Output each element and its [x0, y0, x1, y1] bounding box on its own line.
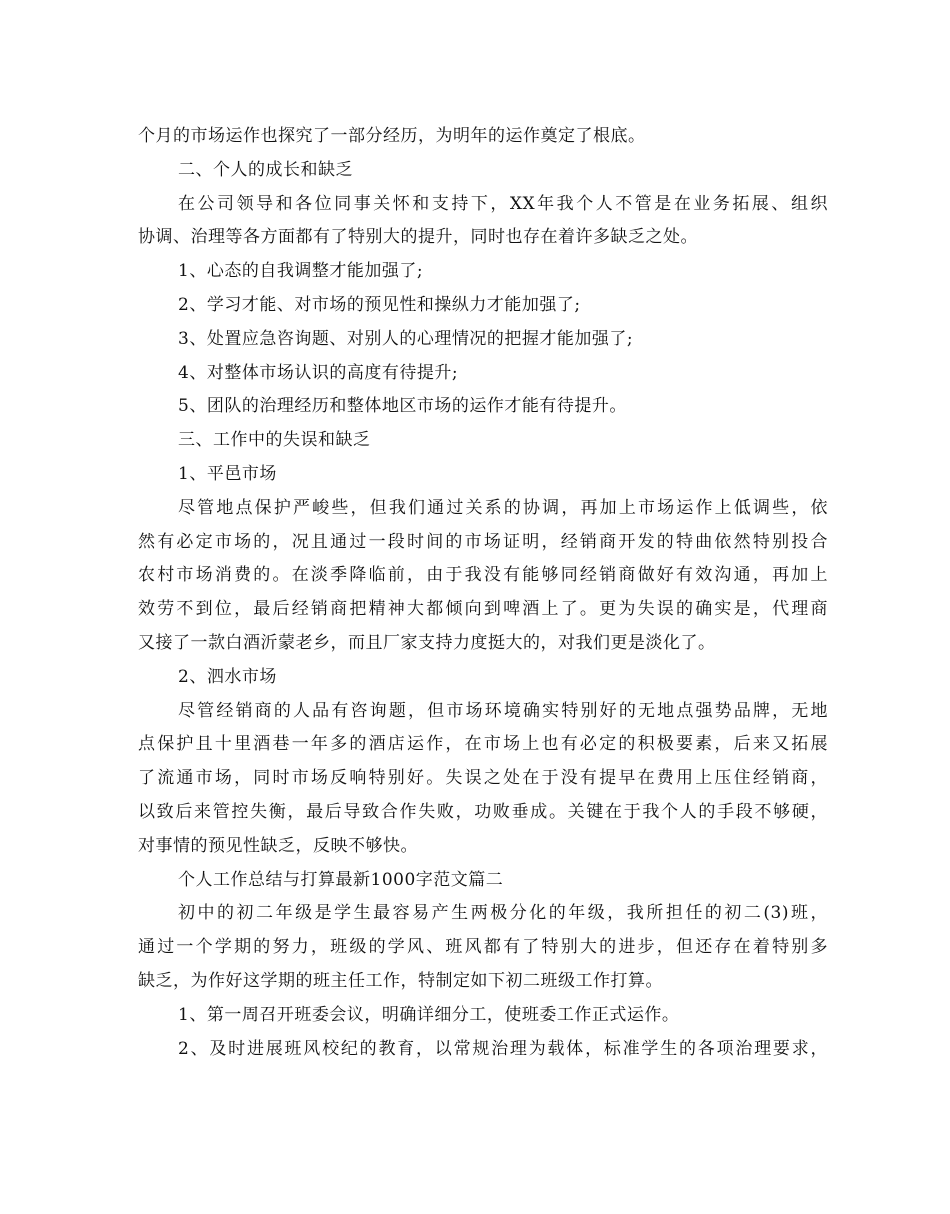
- paragraph-line: 协调、治理等各方面都有了特别大的提升，同时也存在着许多缺乏之处。: [138, 227, 698, 248]
- subsection-heading: 2、泗水市场: [178, 666, 277, 687]
- list-item: 2、学习才能、对市场的预见性和操纵力才能加强了;: [178, 294, 581, 315]
- article-heading: 个人工作总结与打算最新1000字范文篇二: [178, 869, 504, 890]
- paragraph-line: 了流通市场，同时市场反响特别好。失误之处在于没有提早在费用上压住经销商，: [138, 768, 828, 789]
- paragraph-line: 尽管经销商的人品有咨询题，但市场环境确实特别好的无地点强势品牌，无地: [178, 700, 828, 721]
- list-item: 5、团队的治理经历和整体地区市场的运作才能有待提升。: [178, 396, 627, 417]
- list-item: 3、处置应急咨询题、对别人的心理情况的把握才能加强了;: [178, 328, 634, 349]
- paragraph-line: 效劳不到位，最后经销商把精神大都倾向到啤酒上了。更为失误的确实是，代理商: [138, 599, 828, 620]
- paragraph-line: 尽管地点保护严峻些，但我们通过关系的协调，再加上市场运作上低调些，依: [178, 497, 828, 518]
- list-item: 4、对整体市场认识的高度有待提升;: [178, 362, 459, 383]
- paragraph-line: 农村市场消费的。在淡季降临前，由于我没有能够同经销商做好有效沟通，再加上: [138, 565, 828, 586]
- document-body: [138, 120, 828, 1066]
- paragraph-line: 又接了一款白酒沂蒙老乡，而且厂家支持力度挺大的，对我们更是淡化了。: [138, 632, 716, 653]
- paragraph-line: 然有必定市场的，况且通过一段时间的市场证明，经销商开发的特曲依然特别投合: [138, 531, 828, 552]
- paragraph-line: 缺乏，为作好这学期的班主任工作，特制定如下初二班级工作打算。: [138, 970, 663, 991]
- list-item: 2、及时进展班风校纪的教育，以常规治理为载体，标准学生的各项治理要求，: [178, 1038, 828, 1059]
- paragraph-line: 点保护且十里酒巷一年多的酒店运作，在市场上也有必定的积极要素，后来又拓展: [138, 734, 828, 755]
- subsection-heading: 1、平邑市场: [178, 463, 277, 484]
- section-heading: 三、工作中的失误和缺乏: [178, 430, 371, 451]
- paragraph-line: 对事情的预见性缺乏，反映不够快。: [138, 835, 418, 856]
- paragraph-line: 通过一个学期的努力，班级的学风、班风都有了特别大的进步，但还存在着特别多: [138, 937, 828, 958]
- paragraph-line: 初中的初二年级是学生最容易产生两极分化的年级，我所担任的初二(3)班，: [178, 903, 828, 924]
- list-item: 1、第一周召开班委会议，明确详细分工，使班委工作正式运作。: [178, 1004, 680, 1025]
- paragraph-line: 在公司领导和各位同事关怀和支持下，XX年我个人不管是在业务拓展、组织: [178, 193, 828, 214]
- paragraph-line: 个月的市场运作也探究了一部分经历，为明年的运作奠定了根底。: [138, 126, 646, 146]
- list-item: 1、心态的自我调整才能加强了;: [178, 261, 424, 282]
- paragraph-line: 以致后来管控失衡，最后导致合作失败，功败垂成。关键在于我个人的手段不够硬，: [138, 801, 828, 822]
- section-heading: 二、个人的成长和缺乏: [178, 159, 353, 180]
